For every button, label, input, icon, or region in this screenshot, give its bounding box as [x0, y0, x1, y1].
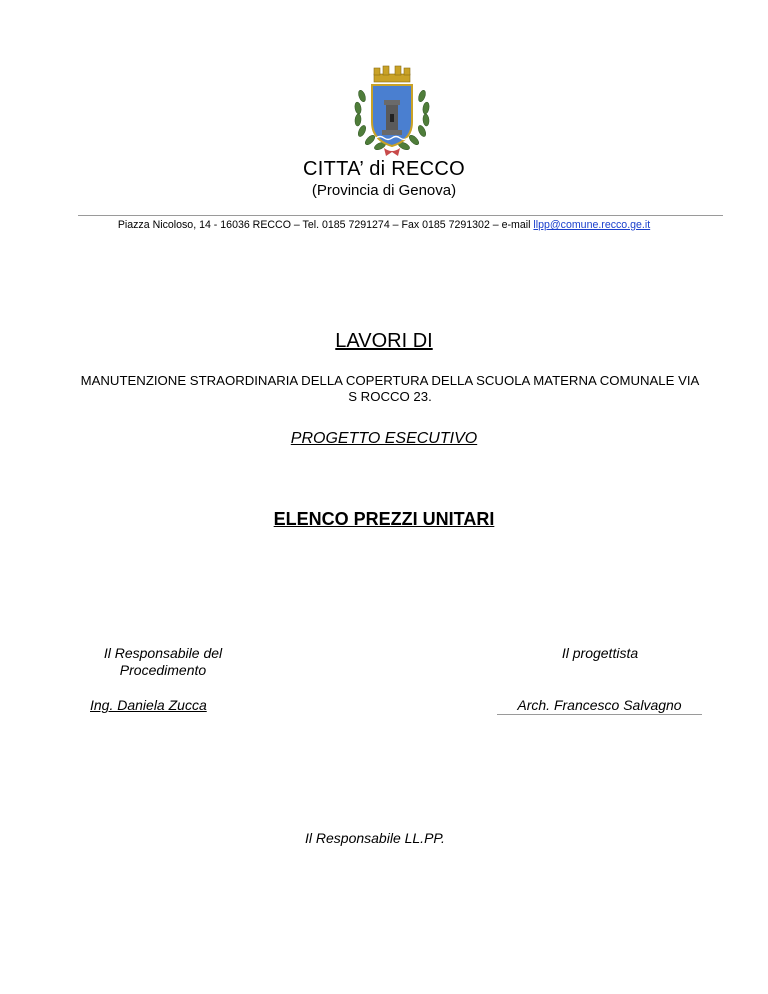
- header-divider: [78, 215, 723, 216]
- designer-label: Il progettista: [561, 645, 639, 661]
- public-works-manager-label: Il Responsabile LL.PP.: [305, 830, 445, 846]
- procedure-manager-label: Il Responsabile del Procedimento: [103, 645, 223, 678]
- city-name: CITTA’ di RECCO: [303, 158, 465, 180]
- document-title: ELENCO PREZZI UNITARI: [273, 509, 495, 529]
- works-subject: MANUTENZIONE STRAORDINARIA DELLA COPERTURA DELLA SCUOLA MATERNA COMUNALE VIA S ROCCO 23.: [80, 373, 700, 404]
- address-text: Piazza Nicoloso, 14 - 16036 RECCO – Tel. 0185 7291274 – Fax 0185 7291302 – e-mail: [117, 219, 531, 231]
- designer-name: Arch. Francesco Salvagno: [497, 697, 702, 715]
- province-name: (Provincia di Genova): [311, 182, 457, 199]
- procedure-manager-name: Ing. Daniela Zucca: [90, 697, 207, 713]
- address-line: [0, 219, 768, 231]
- email-link[interactable]: llpp@comune.recco.ge.it: [533, 219, 651, 231]
- works-heading: LAVORI DI: [335, 330, 433, 352]
- municipal-crest-icon: [344, 64, 440, 160]
- project-phase: PROGETTO ESECUTIVO: [290, 430, 478, 447]
